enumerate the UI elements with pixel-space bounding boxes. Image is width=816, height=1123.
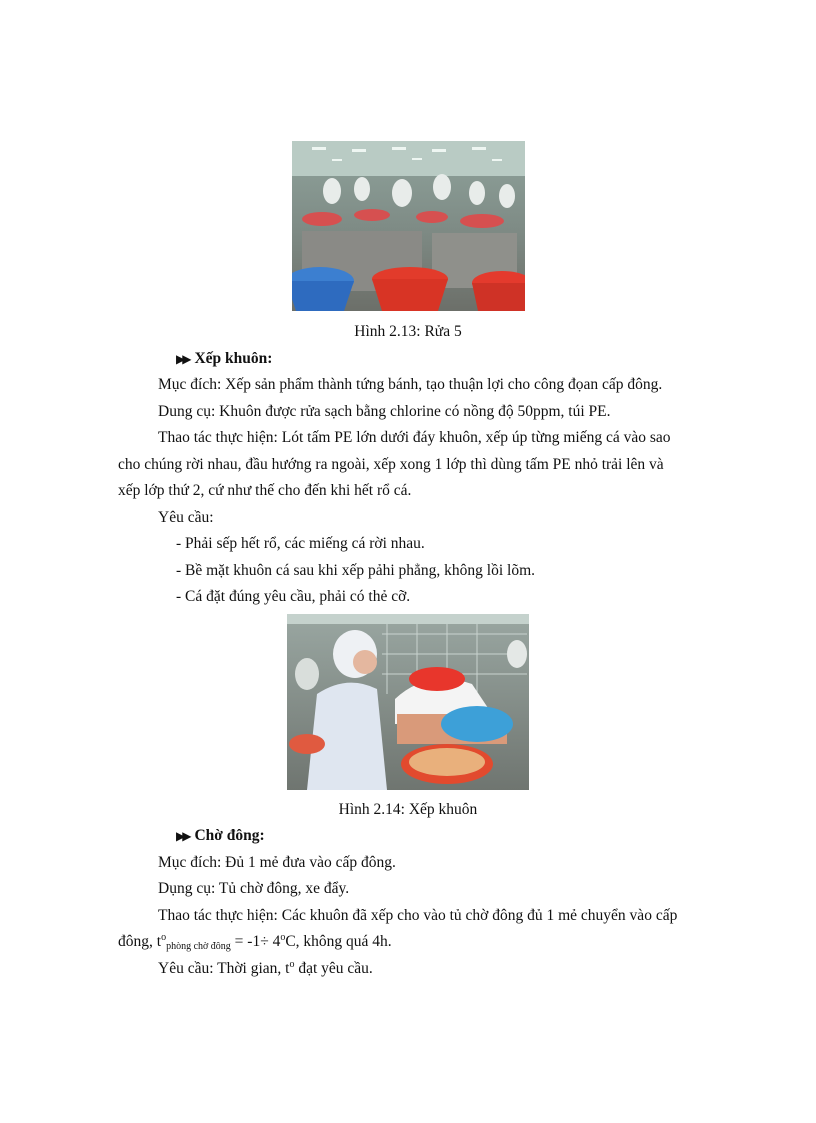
section-heading-text: Chờ đông: bbox=[194, 827, 265, 844]
procedure-line-2: cho chúng rời nhau, đầu hướng ra ngoài, xếp xong 1 lớp thì dùng tấm PE nhỏ trải lên và bbox=[118, 456, 664, 473]
purpose-text: Mục đích: Xếp sản phẩm thành tứng bánh, tạo thuận lợi cho công đọan cấp đông. bbox=[158, 376, 663, 393]
requirement-item: - Phải sếp hết rổ, các miếng cá rời nhau. bbox=[176, 535, 425, 552]
procedure-line-2: đông, $t^o_{phòng chờ đông} = -1\div 4^oC$, không quá 4h. bbox=[118, 932, 392, 952]
procedure-line-1: Thao tác thực hiện: Lót tấm PE lớn dưới đáy khuôn, xếp úp từng miếng cá vào sao bbox=[158, 429, 671, 446]
double-arrow-bullet-icon: ▶▶ bbox=[176, 352, 189, 366]
tools-text: Dụng cụ: Tủ chờ đông, xe đẩy. bbox=[158, 880, 350, 897]
double-arrow-bullet-icon: ▶▶ bbox=[176, 829, 189, 843]
requirement-item: - Cá đặt đúng yêu cầu, phải có thẻ cỡ. bbox=[176, 588, 411, 605]
procedure-line-1: Thao tác thực hiện: Các khuôn đã xếp cho vào tủ chờ đông đủ 1 mẻ chuyển vào cấp bbox=[158, 907, 678, 924]
mold-photo-graphic bbox=[287, 614, 529, 790]
factory-washing-photo bbox=[292, 141, 525, 311]
tools-text: Dung cụ: Khuôn được rửa sạch bằng chlorine có nồng độ 50ppm, túi PE. bbox=[158, 403, 611, 420]
figure-caption-2: Hình 2.14: Xếp khuôn bbox=[338, 801, 478, 818]
requirements-text: Yêu cầu: Thời gian, $t^o$ đạt yêu cầu. bbox=[158, 959, 373, 977]
requirements-label: Yêu cầu: bbox=[158, 509, 214, 526]
purpose-text: Mục đích: Đủ 1 mẻ đưa vào cấp đông. bbox=[158, 854, 396, 871]
section-heading-cho-dong bbox=[176, 826, 265, 846]
procedure-line-3: xếp lớp thứ 2, cứ như thế cho đến khi hết rổ cá. bbox=[118, 482, 412, 499]
requirement-item: - Bề mặt khuôn cá sau khi xếp pảhi phẳng, không lồi lõm. bbox=[176, 562, 536, 579]
factory-mold-arranging-photo bbox=[287, 614, 529, 790]
washing-photo-graphic bbox=[292, 141, 525, 311]
figure-caption-1: Hình 2.13: Rửa 5 bbox=[354, 323, 462, 340]
section-heading-text: Xếp khuôn: bbox=[194, 350, 273, 367]
section-heading-xep-khuon bbox=[176, 349, 272, 369]
